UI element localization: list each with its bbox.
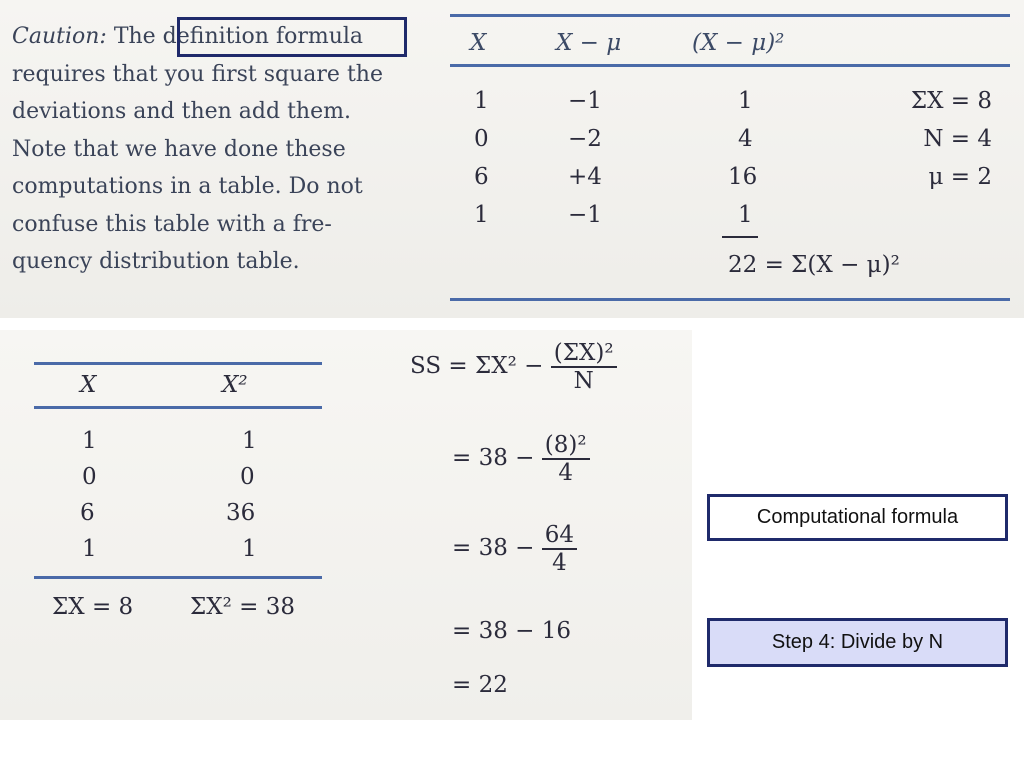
caution-line-4: Note that we have done these [12,136,346,162]
table1-cell: 1 [738,88,753,114]
definition-formula-highlight [177,17,407,57]
table2-total-sumxsq: ΣX² = 38 [190,594,296,620]
ss-formula-lhs: SS = ΣX² − [410,353,544,379]
ss-step-2 [452,432,590,486]
table2-total-sumx: ΣX = 8 [52,594,134,620]
table1-summary-n: N = 4 [923,126,992,152]
step4-callout [707,618,1008,667]
table1-header-deviation: X − μ [556,30,622,56]
table1-summary-mu: μ = 2 [928,164,992,190]
ss-step-2-lhs: = 38 − [452,445,535,471]
table1-cell: 1 [738,202,753,228]
ss-step-2-fraction [542,432,590,486]
table1-cell: 4 [738,126,753,152]
ss-step-3 [452,522,577,576]
ss-formula-denominator: N [573,368,594,394]
table1-cell: −2 [568,126,602,152]
table2-cell: 0 [240,464,255,490]
table1-bottom-rule [450,298,1010,301]
table1-cell: +4 [568,164,602,190]
ss-step-2-denominator: 4 [558,460,573,486]
ss-formula [410,340,617,394]
ss-step-3-numerator: 64 [542,522,577,550]
table1-cell: 1 [474,202,489,228]
caution-line-2: requires that you first square the [12,61,383,87]
table1-cell: 16 [728,164,758,190]
table2-cell: 1 [82,428,97,454]
table1-cell: 1 [474,88,489,114]
caution-line-3: deviations and then add them. [12,99,351,124]
table1-cell: −1 [568,88,602,114]
table1-sum-rule [722,236,758,238]
table1-total: 22 = Σ(X − μ)² [728,252,900,278]
table1-top-rule [450,14,1010,17]
table1-header-rule [450,64,1010,67]
table1-header-squared: (X − μ)² [692,30,785,56]
table2-cell: 1 [82,536,97,562]
table1-header-x: X [470,30,487,56]
step4-label: Step 4: Divide by N [771,631,944,653]
table2-top-rule [34,362,322,365]
ss-step-4: = 38 − 16 [452,618,572,644]
computational-formula-label: Computational formula [756,506,959,528]
ss-step-3-denominator: 4 [552,550,567,576]
ss-formula-fraction [551,340,617,394]
table1-cell: −1 [568,202,602,228]
ss-step-3-lhs: = 38 − [452,535,535,561]
table1-summary-sumx: ΣX = 8 [910,88,992,114]
table1-cell: 6 [474,164,489,190]
caution-line-7: quency distribution table. [12,249,300,274]
caution-line-6: confuse this table with a fre- [12,211,332,237]
table1-cell: 0 [474,126,489,152]
ss-step-3-fraction [542,522,577,576]
table2-header-rule [34,406,322,409]
table2-cell: 6 [80,500,95,526]
caution-line-1-text: The definition formula [113,24,364,49]
computational-formula-callout [707,494,1008,541]
table2-header-x: X [80,372,97,398]
table2-header-xsq: X² [222,372,248,398]
table2-cell: 36 [226,500,256,526]
ss-step-2-numerator: (8)² [542,432,590,460]
table2-cell: 0 [82,464,97,490]
caution-paragraph [12,18,412,281]
ss-formula-numerator: (ΣX)² [551,340,617,368]
table2-bottom-rule [34,576,322,579]
caution-lead: Caution: [12,24,107,49]
table2-cell: 1 [242,428,257,454]
ss-step-5: = 22 [452,672,508,698]
caution-line-5: computations in a table. Do not [12,174,363,199]
table2-cell: 1 [242,536,257,562]
